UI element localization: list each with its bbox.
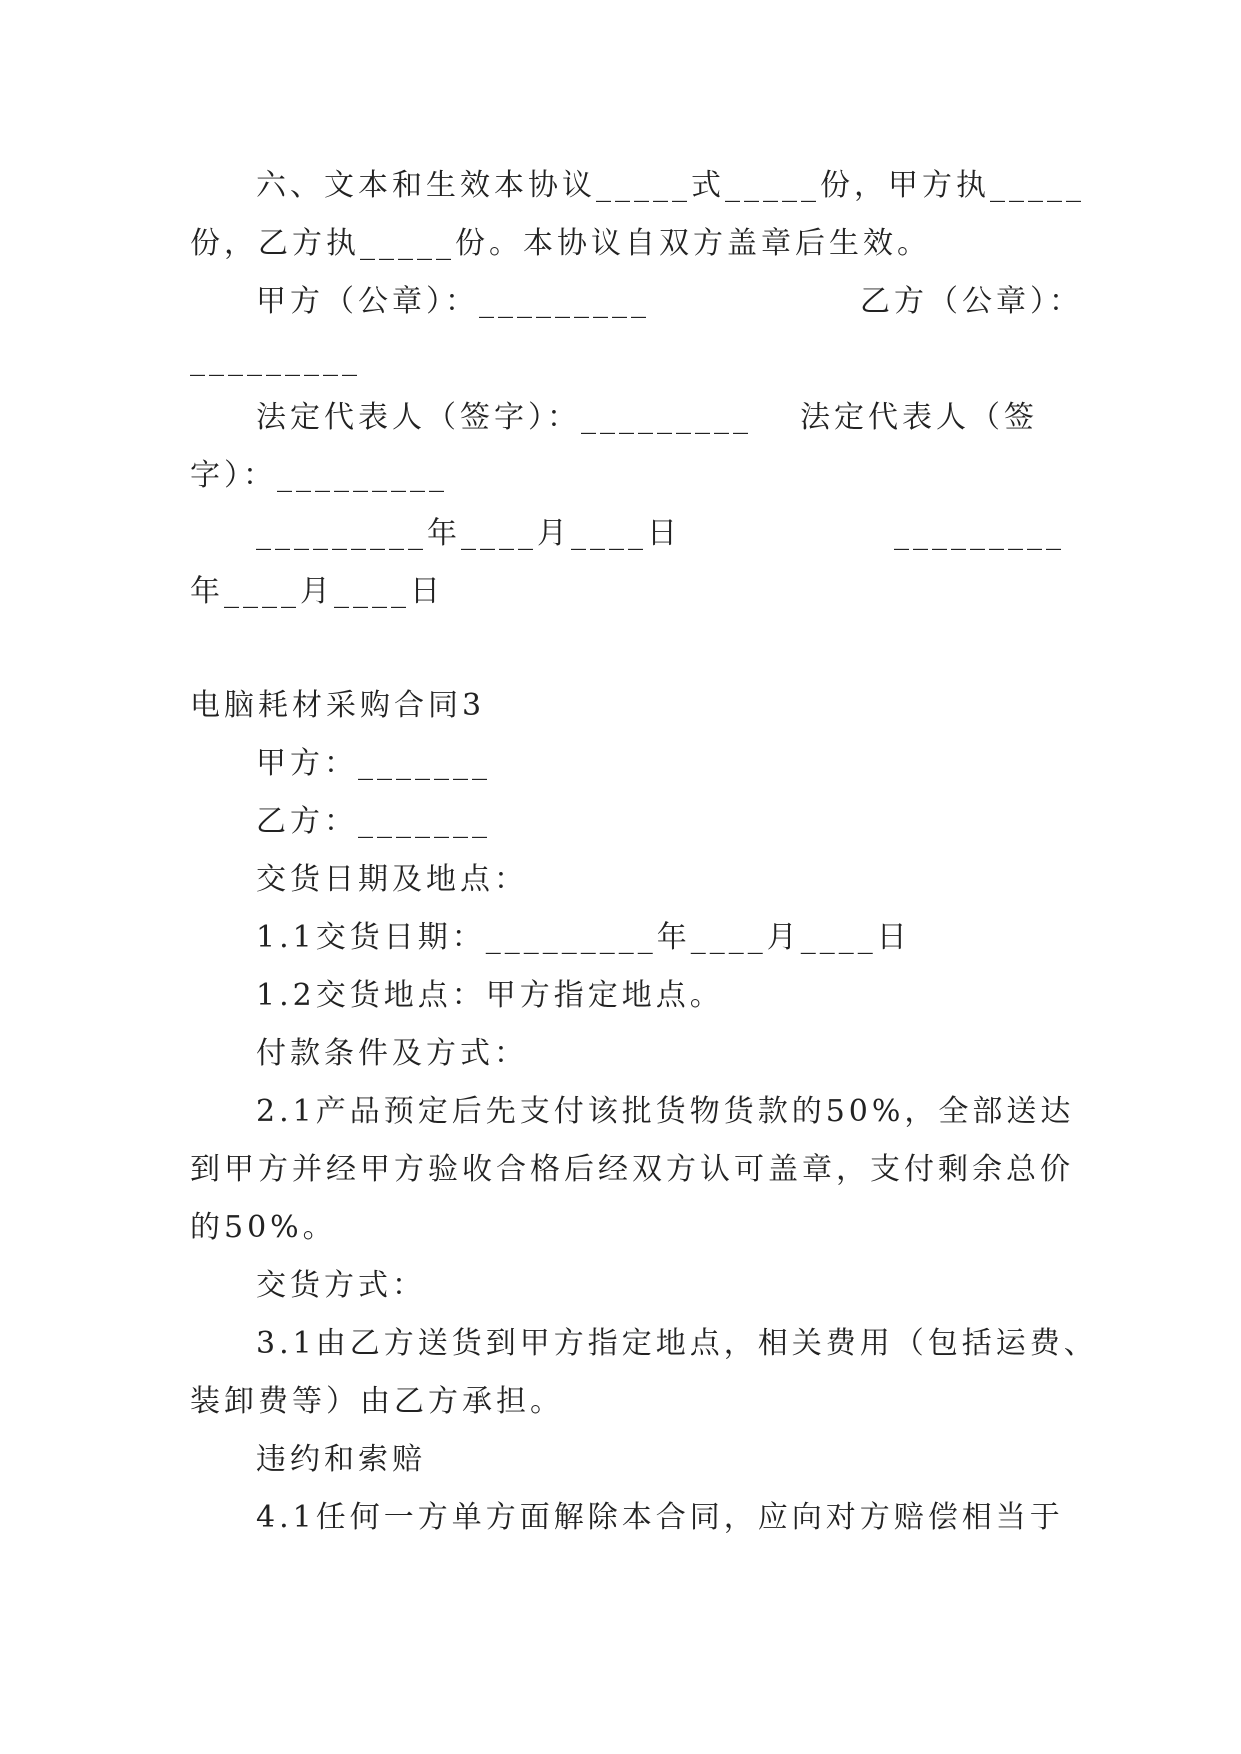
party-a-seal-line: 甲方（公章）：_________ (256, 284, 650, 319)
party-b-rep-line: 法定代表人（签 (800, 400, 1038, 435)
text-line: 交货日期及地点： (256, 862, 528, 897)
text-line: 乙方：_______ (256, 804, 491, 839)
party-b-date-line: _________ (894, 516, 1065, 551)
text-line: 装卸费等）由乙方承担。 (190, 1384, 564, 1419)
text-line: 违约和索赔 (256, 1442, 426, 1477)
text-line: 份，乙方执_____份。本协议自双方盖章后生效。 (190, 226, 931, 261)
text-line: 字）：_________ (190, 458, 448, 493)
text-line: 3.1由乙方送货到甲方指定地点，相关费用（包括运费、 (256, 1326, 1098, 1361)
text-line: 的50%。 (190, 1210, 337, 1245)
text-line: _________ (190, 342, 361, 377)
text-line: 4.1任何一方单方面解除本合同，应向对方赔偿相当于 (256, 1500, 1064, 1535)
text-line: 到甲方并经甲方验收合格后经双方认可盖章，支付剩余总价 (190, 1152, 1074, 1187)
party-b-seal-line: 乙方（公章）： (860, 284, 1083, 319)
text-line: 付款条件及方式： (256, 1036, 528, 1071)
text-line: 六、文本和生效本协议_____式_____份，甲方执_____ (256, 168, 1085, 203)
section-title: 电脑耗材采购合同3 (190, 688, 486, 723)
text-line: 年____月____日 (190, 574, 444, 609)
party-a-rep-line: 法定代表人（签字）：_________ (256, 400, 752, 435)
text-line: 甲方：_______ (256, 746, 491, 781)
party-a-date-line: _________年____月____日 (256, 516, 681, 551)
text-line: 2.1产品预定后先支付该批货物货款的50%，全部送达 (256, 1094, 1075, 1129)
text-line: 交货方式： (256, 1268, 426, 1303)
text-line: 1.2交货地点：甲方指定地点。 (256, 978, 724, 1013)
text-line: 1.1交货日期：_________年____月____日 (256, 920, 911, 955)
